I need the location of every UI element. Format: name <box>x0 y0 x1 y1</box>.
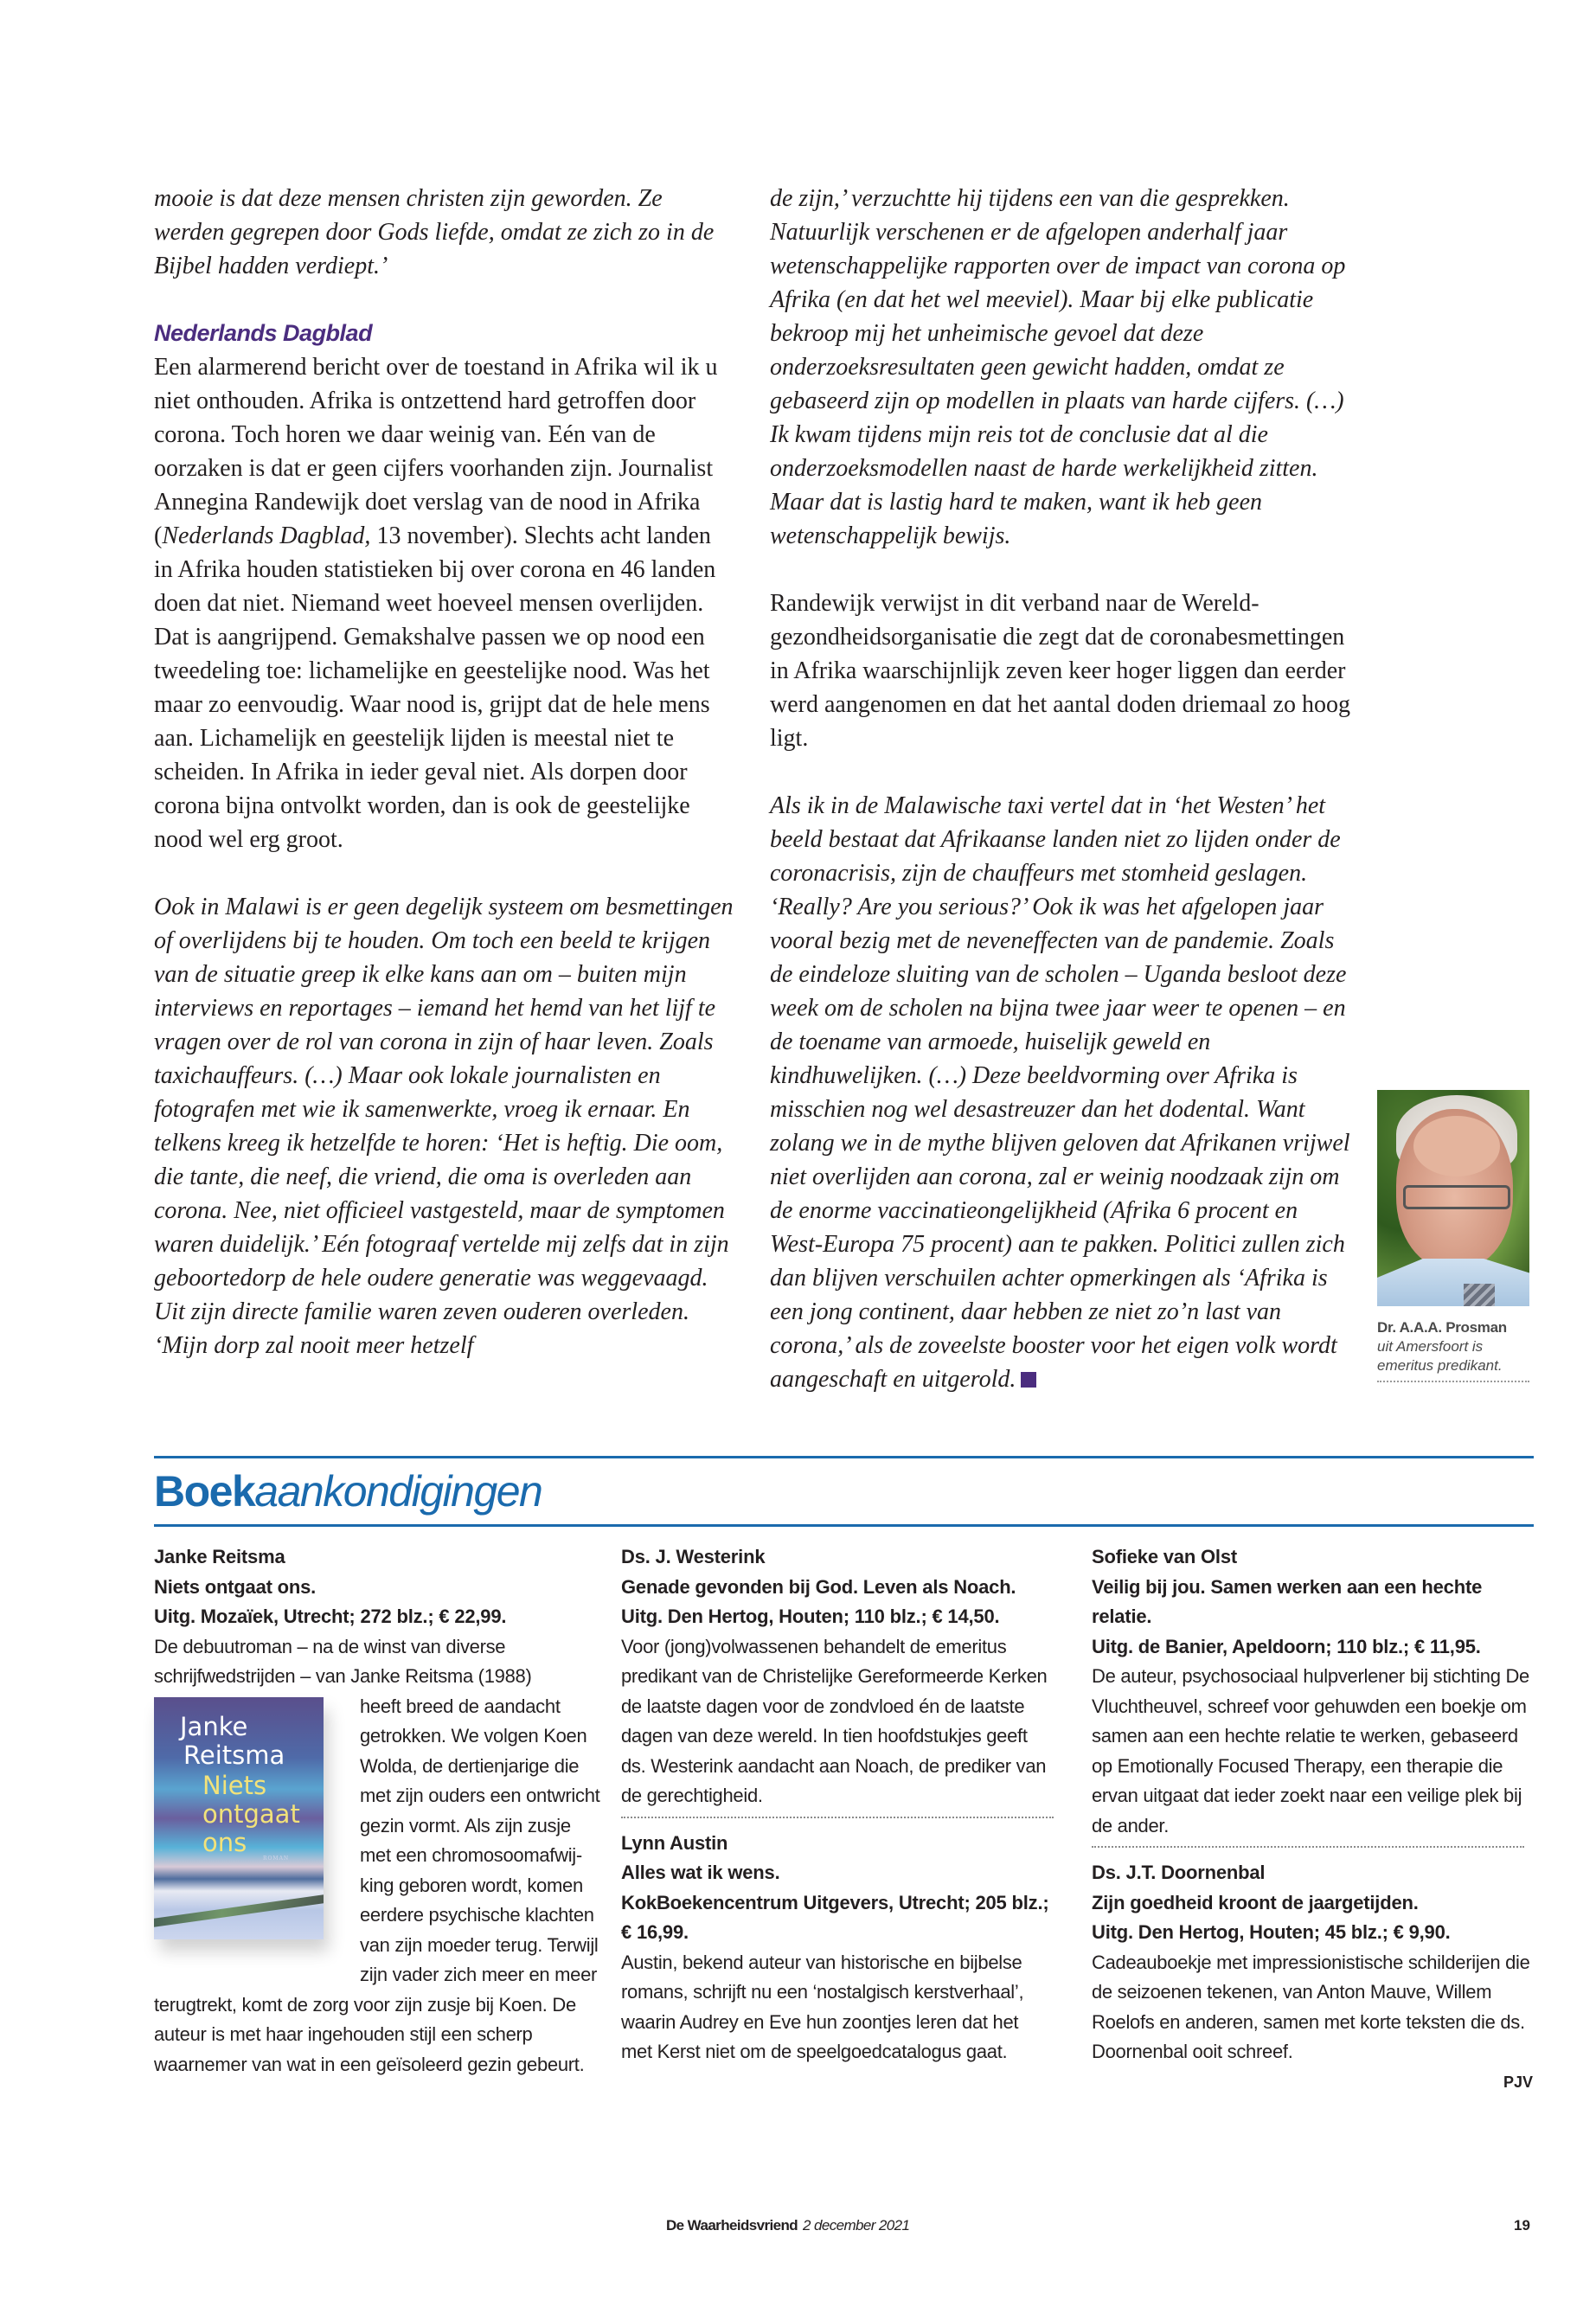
book-publisher: Uitg. de Banier, Apeldoorn; 110 blz.; € 11,95. <box>1092 1635 1481 1657</box>
publication-name: De Waarheidsvriend <box>666 2217 798 2234</box>
cover-title: Niets <box>202 1770 267 1800</box>
book-entry <box>621 1829 1054 2067</box>
book-announcements <box>154 1456 1534 2091</box>
book-publisher: Uitg. Den Hertog, Houten; 45 blz.; € 9,90. <box>1092 1921 1451 1943</box>
article-column-middle <box>770 182 1351 1430</box>
book-title: Alles wat ik wens. <box>621 1862 780 1883</box>
book-description: Cadeauboekje met impressionistische schilderijen die de seizoenen tekenen, van Anton Mauve, Willem Roelofs en anderen, samen met korte teksten die ds. Doornenbal ooit schreef. <box>1092 1951 1530 2062</box>
section-title-bold: Boek <box>154 1467 255 1516</box>
divider-bottom <box>154 1524 1534 1527</box>
divider <box>1092 1846 1524 1848</box>
section-title-italic: aankondigingen <box>254 1467 542 1516</box>
end-mark-icon <box>1021 1372 1036 1388</box>
paragraph-text: 13 november). Slechts acht landen in Afrika houden statistieken bij over corona en 46 landen doen dat niet. Niemand weet hoeveel mensen overlijden. Dat is aangrijpend. Gemakshalve passen we op nood een tweedeling toe: lichamelijke en geestelijke nood. Was het maar zo eenvoudig. Waar nood is, grijpt dat de hele mens aan. Lichamelijk en geestelijk lijden is meestal niet te scheiden. In Afrika in ieder geval niet. Als dorpen door corona bijna ontvolkt worden, dan is ook de geestelijke nood wel erg groot. <box>154 522 716 853</box>
book-entry <box>1092 1858 1533 2067</box>
book-column-right <box>1092 1542 1533 2097</box>
book-title: Zijn goedheid kroont de jaargetijden. <box>1092 1891 1419 1913</box>
publication-date: 2 december 2021 <box>803 2217 910 2234</box>
paragraph-text: Een alarmerend bericht over de toestand in Afrika wil ik u niet onthouden. Afrika is ontzettend hard getroffen door corona. Toch horen we daar weinig van. Eén van de oorzaken is dat er geen cijfers voorhanden zijn. Journalist Annegina Randewijk doet verslag van de nood in Afrika ( <box>154 354 718 549</box>
author-box <box>1377 1090 1535 1382</box>
quote-text: Als ik in de Malawische taxi vertel dat in ‘het Westen’ het beeld bestaat dat Afrikaanse landen niet zo lijden onder de coronacrisis, zijn de chauffeurs met stomheid geslagen. ‘Really? Are you serious?’ Ook ik was het afgelopen jaar vooral bezig met de neveneffecten van de pandemie. Zoals de eindeloze sluiting van de scholen – Uganda besloot deze week om de scholen na bijna twee jaar weer te openen – en de toename van armoede, huiselijk geweld en kindhuwelijken. (…) Deze beeldvorming over Afrika is misschien nog wel desastreuzer dan het dodental. Want zolang we in de mythe blijven geloven dat Afrikanen vrijwel niet overlijden aan corona, zal er weinig noodzaak zijn om de enorme vaccinatieongelijkheid (Afrika 6 procent en West-Europa 75 procent) aan te pakken. Politici zullen zich dan blijven verschuilen achter opmerkingen als ‘Afrika is een jong continent, daar hebben ze niet zo’n last van corona,’ als de zoveelste booster voor het eigen volk wordt aangeschaft en uitgerold. <box>770 792 1350 1393</box>
book-author: Lynn Austin <box>621 1831 728 1854</box>
cover-title: ontgaat <box>202 1798 300 1829</box>
article <box>154 182 1534 1436</box>
book-author: Ds. J.T. Doornenbal <box>1092 1862 1266 1883</box>
book-title: Genade gevonden bij God. Leven als Noach. <box>621 1575 1016 1598</box>
quote-block: Ook in Malawi is er geen degelijk systeem om besmettingen of overlijdens bij te houden. Om toch een beeld te krijgen van de situatie greep ik elke kans aan om – buiten mijn interviews en reportages – iemand het hemd van het lijf te vragen over de rol van corona in zijn of haar leven. Zoals taxichauffeurs. (…) Maar ook lokale journalisten en fotografen met wie ik samenwerkte, vroeg ik ernaar. En telkens kreeg ik hetzelfde te horen: ‘Het is heftig. Die oom, die tante, die neef, die vriend, die oma is overleden aan corona. Nee, niet officieel vastgesteld, maar de symptomen waren duidelijk.’ Eén fotograaf vertelde mij zelfs dat in zijn geboortedorp de hele oudere generatie was weggevaagd. Uit zijn directe familie waren zeven ouderen overleden. ‘Mijn dorp zal nooit meer hetzelf <box>154 894 734 1359</box>
quote-block <box>770 789 1351 1396</box>
book-author: Sofieke van Olst <box>1092 1546 1237 1567</box>
book-publisher: KokBoekencentrum Uitgevers, Utrecht; 205 blz.; € 16,99. <box>621 1891 1049 1943</box>
book-entry <box>621 1542 1054 1811</box>
paragraph <box>154 350 735 856</box>
book-description: De auteur, psychosociaal hulpverlener bij stichting De Vluchtheuvel, schreef voor gehuwden een boekje om samen aan een hechte relatie te werken, gebaseerd op Emotionally Focused Therapy, een therapie die ervan uitgaat dat ieder zoekt naar een veilige plek bij de ander. <box>1092 1665 1529 1836</box>
book-cover-image <box>154 1697 324 1939</box>
book-description-top: De debuutroman – na de winst van diverse schrijfwedstrijden – van Janke Reitsma (1988) <box>154 1635 532 1687</box>
subheading: Nederlands Dagblad <box>154 320 373 346</box>
book-author: Ds. J. Westerink <box>621 1546 766 1567</box>
quote-intro: mooie is dat deze mensen christen zijn geworden. Ze werden gegrepen door Gods liefde, omdat ze zich zo in de Bijbel hadden verdiept.’ <box>154 185 715 279</box>
source-citation: Nederlands Dagblad, <box>162 522 371 549</box>
quote-continued: de zijn,’ verzuchtte hij tijdens een van die gesprekken. Natuurlijk verschenen er de afgelopen anderhalf jaar wetenschappelijke rapporten over de impact van corona op Afrika (en dat het wel meeviel). Maar bij elke publicatie bekroop mij het unheimische gevoel dat deze onderzoeksresultaten geen gewicht hadden, omdat ze gebaseerd zijn op modellen in plaats van harde cijfers. (…) Ik kwam tijdens mijn reis tot de conclusie dat al die onderzoeksmodellen naast de harde werkelijkheid zitten. Maar dat is lastig hard te maken, want ik heb geen wetenschappelijk bewijs. <box>770 185 1346 549</box>
glasses-detail <box>1403 1185 1510 1209</box>
divider <box>621 1817 1054 1818</box>
author-role: uit Amersfoort is emeritus predikant. <box>1377 1338 1503 1374</box>
author-name: Dr. A.A.A. Prosman <box>1377 1319 1507 1336</box>
book-title: Veilig bij jou. Samen werken aan een hechte relatie. <box>1092 1575 1483 1627</box>
divider <box>1377 1381 1529 1382</box>
paragraph: Randewijk verwijst in dit verband naar de Wereldgezondheidsorganisatie die zegt dat de coronabesmettingen in Afrika waarschijnlijk zeven keer hoger liggen dan eerder werd aangenomen en dat het aantal doden driemaal zo hoog ligt. <box>770 590 1350 752</box>
page-number: 19 <box>1514 2217 1530 2234</box>
article-column-left <box>154 182 735 1396</box>
book-author: Janke Reitsma <box>154 1546 285 1567</box>
book-title: Niets ontgaat ons. <box>154 1575 317 1598</box>
publication-info <box>666 2217 909 2234</box>
book-publisher: Uitg. Mozaïek, Utrecht; 272 blz.; € 22,99. <box>154 1606 507 1627</box>
cover-author: Reitsma <box>183 1740 285 1770</box>
book-description: Voor (jong)volwassenen behandelt de emeritus predikant van de Christelijke Gereformeerde Kerken de laatste dagen voor de zondvloed én de laatste dagen van deze wereld. In tien hoofdstukjes geeft ds. Westerink aandacht aan Noach, de prediker van de gerechtigheid. <box>621 1635 1048 1806</box>
book-publisher: Uitg. Den Hertog, Houten; 110 blz.; € 14,50. <box>621 1606 1000 1627</box>
cover-title: ons <box>202 1827 247 1857</box>
book-entry <box>154 1542 604 2080</box>
cover-genre: ROMAN <box>263 1855 290 1862</box>
section-title <box>154 1458 1534 1524</box>
book-cover <box>154 1697 346 1988</box>
author-photo <box>1377 1090 1529 1306</box>
book-description: heeft breed de aandacht getrokken. We volgen Koen Wolda, de dertienjarige die met zijn ouders een ontwricht gezin vormt. Als zijn zusje met een chromosoomafwijking geboren wordt, komen eerdere psychische klachten van zijn moeder terug. Terwijl zijn vader zich meer en meer terugtrekt, komt de zorg voor zijn zusje bij Koen. De auteur is met haar ingehouden stijl een scherp waarnemer van wat in een geïsoleerd gezin gebeurt. <box>154 1695 600 2075</box>
signature: PJV <box>1503 2073 1533 2091</box>
cover-author: Janke <box>180 1711 248 1741</box>
book-entry <box>1092 1542 1533 1841</box>
book-description: Austin, bekend auteur van historische en bijbelse romans, schrijft nu een ‘nostalgisch kerstverhaal’, waarin Audrey en Eve hun zoontjes leren dat het met Kerst niet om de speelgoedcatalogus gaat. <box>621 1951 1024 2062</box>
book-column-middle <box>621 1542 1054 2067</box>
